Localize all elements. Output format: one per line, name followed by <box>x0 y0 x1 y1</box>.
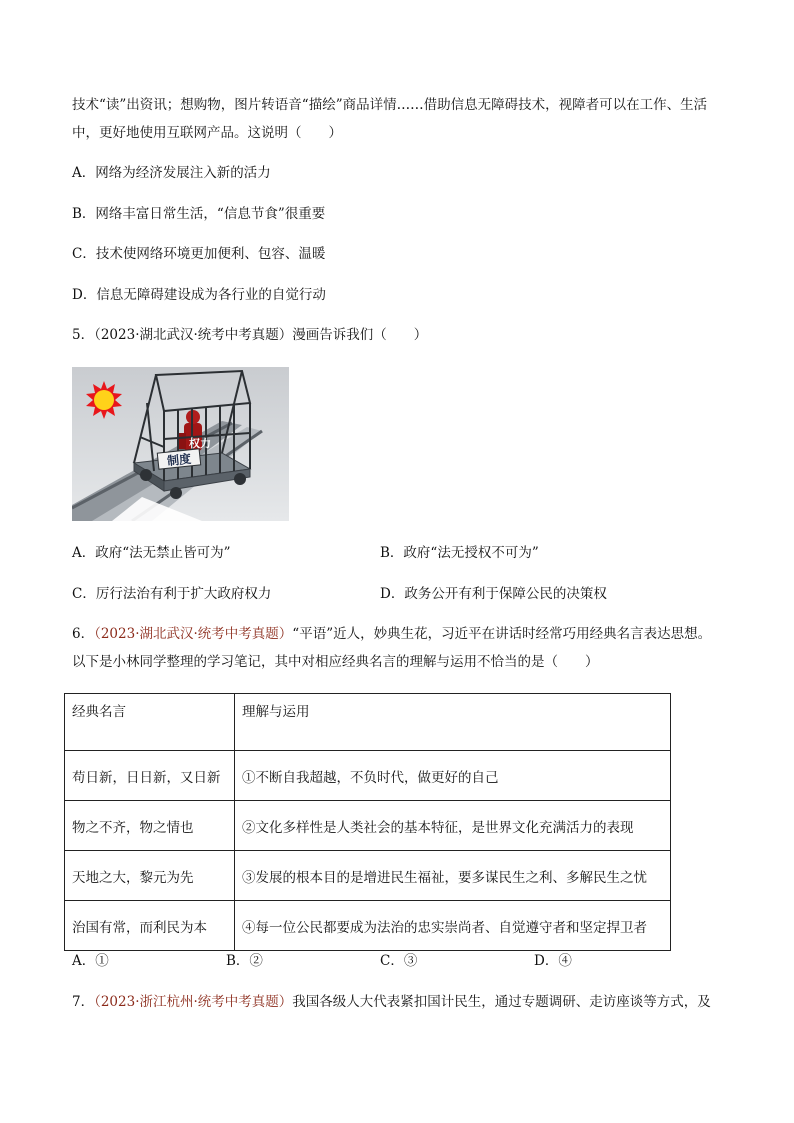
q5-stem <box>72 325 427 345</box>
table-row <box>65 751 671 801</box>
cage-label: 制度 <box>166 451 192 469</box>
q5-number: 5． <box>72 327 95 343</box>
q6-source: （2023·湖北武汉·统考中考真题） <box>94 626 293 642</box>
table-cell-meaning: ①不断自我超越，不负时代，做更好的自己 <box>235 751 671 801</box>
table-row <box>65 901 671 951</box>
q6-table <box>64 693 671 951</box>
table-row <box>65 851 671 901</box>
q7-stem-text: 我国各级人大代表紧扣国计民生，通过专题调研、走访座谈等方式，及 <box>292 994 711 1010</box>
q4-stem-line-2: 中，更好地使用互联网产品。这说明（ ） <box>72 125 342 141</box>
q5-option-d: D．政务公开有利于保障公民的决策权 <box>380 586 607 602</box>
table-header-cell: 理解与运用 <box>235 694 671 751</box>
table-cell-meaning: ③发展的根本目的是增进民生福祉，要多谋民生之利、多解民生之忧 <box>235 851 671 901</box>
q6-number: 6． <box>72 626 95 642</box>
q6-option-a: A．① <box>72 953 109 969</box>
q4-option-c: C．技术使网络环境更加便利、包容、温暖 <box>72 246 326 262</box>
q5-option-a: A．政府“法无禁止皆可为” <box>72 545 231 561</box>
table-row <box>65 801 671 851</box>
q7-source: （2023·浙江杭州·统考中考真题） <box>94 994 293 1010</box>
table-cell-quote: 天地之大，黎元为先 <box>65 851 235 901</box>
q4-option-d: D．信息无障碍建设成为各行业的自觉行动 <box>72 287 326 303</box>
table-cell-meaning: ④每一位公民都要成为法治的忠实崇尚者、自觉遵守者和坚定捍卫者 <box>235 901 671 951</box>
table-cell-quote: 物之不齐，物之情也 <box>65 801 235 851</box>
q5-option-b: B．政府“法无授权不可为” <box>380 545 539 561</box>
q6-option-c: C．③ <box>380 953 418 969</box>
table-cell-quote: 治国有常，而利民为本 <box>65 901 235 951</box>
table-header-row <box>65 694 671 751</box>
q5-stem-text: 漫画告诉我们（ ） <box>292 327 428 343</box>
q4-stem-line-1: 技术“读”出资讯；想购物，图片转语音“描绘”商品详情……借助信息无障碍技术，视障者可以在工作、生活 <box>72 97 708 113</box>
q4-option-a: A．网络为经济发展注入新的活力 <box>72 165 271 181</box>
q5-option-c: C．厉行法治有利于扩大政府权力 <box>72 586 272 602</box>
q6-stem-text-1: “平语”近人，妙典生花，习近平在讲话时经常巧用经典名言表达思想。 <box>292 626 712 642</box>
q6-stem-line-1 <box>72 624 711 644</box>
table-cell-meaning: ②文化多样性是人类社会的基本特征，是世界文化充满活力的表现 <box>235 801 671 851</box>
table-cell-quote: 苟日新，日日新，又日新 <box>65 751 235 801</box>
q6-option-b: B．② <box>226 953 263 969</box>
table-header-cell: 经典名言 <box>65 694 235 751</box>
q6-stem-line-2: 以下是小林同学整理的学习笔记，其中对相应经典名言的理解与运用不恰当的是（ ） <box>72 654 599 670</box>
q5-cartoon-image <box>72 367 289 521</box>
q7-number: 7． <box>72 994 95 1010</box>
q6-option-d: D．④ <box>534 953 572 969</box>
q7-stem <box>72 992 711 1012</box>
q5-source: （2023·湖北武汉·统考中考真题） <box>94 327 293 343</box>
figure-label: 权力 <box>189 437 211 450</box>
q4-option-b: B．网络丰富日常生活，“信息节食”很重要 <box>72 206 326 222</box>
